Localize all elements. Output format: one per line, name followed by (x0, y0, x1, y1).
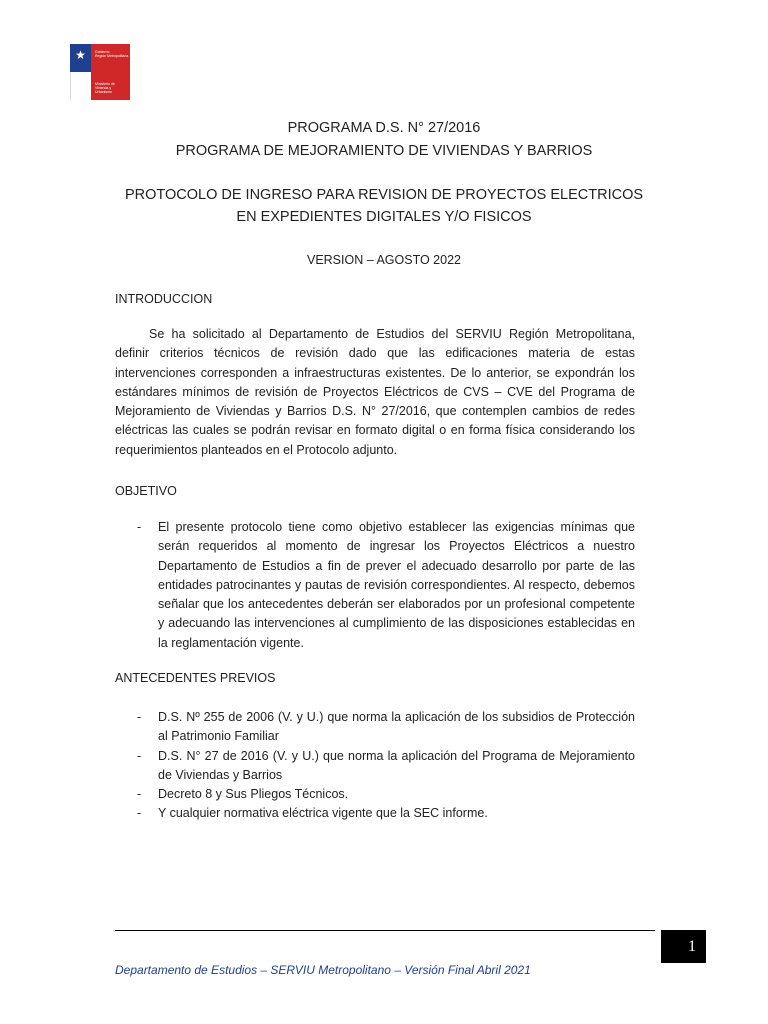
intro-heading: INTRODUCCION (115, 292, 213, 306)
page-number: 1 (661, 930, 706, 963)
protocol-subtitle: EN EXPEDIENTES DIGITALES Y/O FISICOS (236, 209, 532, 225)
list-item (115, 708, 635, 747)
dash-bullet: - (137, 787, 142, 802)
footer-text: Departamento de Estudios – SERVIU Metropolitano – Versión Final Abril 2021 (115, 963, 531, 977)
list-item-text: Y cualquier normativa eléctrica vigente que la SEC informe. (158, 806, 488, 821)
intro-text: Se ha solicitado al Departamento de Estudios del SERVIU Región Metropolitana, definir criterios técnicos de revisión dado que las edificaciones materia de estas intervenciones corresponden a infraestructuras existentes. De lo anterior, se expondrán los estándares mínimos de revisión de Proyectos Eléctricos de CVS – CVE del Programa de Mejoramiento de Viviendas y Barrios D.S. N° 27/2016, que contemplen cambios de redes eléctricas las cuales se podrán revisar en formato digital o en forma física considerando los requerimientos planteados en el Protocolo adjunto. (115, 327, 635, 457)
dash-bullet: - (137, 748, 142, 763)
list-item (115, 785, 635, 804)
government-logo (70, 44, 130, 100)
list-item-text: El presente protocolo tiene como objetivo establecer las exigencias mínimas que serán requeridos al momento de ingresar los Proyectos Eléctricos a nuestro Departamento de Estudios a fin de prever el adecuado desarrollo por parte de las entidades patrocinantes y pautas de revisión correspondientes. Al respecto, debemos señalar que los antecedentes deberán ser elaborados por un profesional competente y adecuando las intervenciones al cumplimiento de las disposiciones establecidas en la reglamentación vigente. (158, 520, 635, 650)
objetivo-list (115, 518, 635, 653)
list-item-text: Decreto 8 y Sus Pliegos Técnicos. (158, 787, 349, 802)
list-item (115, 804, 635, 823)
antecedentes-list (115, 708, 635, 824)
logo-text-gobierno: Gobierno Región Metropolitana (95, 50, 129, 58)
objetivo-heading: OBJETIVO (115, 484, 177, 498)
list-item-text: D.S. Nº 255 de 2006 (V. y U.) que norma la aplicación de los subsidios de Protección al Patrimonio Familiar (158, 710, 635, 744)
program-subtitle: PROGRAMA DE MEJORAMIENTO DE VIVIENDAS Y BARRIOS (175, 143, 593, 159)
list-item (115, 518, 635, 653)
logo-text-ministerio: Ministerio de Vivienda y Urbanismo (95, 82, 115, 94)
dash-bullet: - (137, 520, 142, 534)
intro-paragraph (115, 325, 635, 460)
list-item (115, 747, 635, 786)
program-title: PROGRAMA D.S. N° 27/2016 (287, 120, 481, 136)
star-icon: ★ (75, 48, 86, 62)
footer-divider (115, 930, 655, 931)
dash-bullet: - (137, 806, 142, 821)
version-label: VERSION – AGOSTO 2022 (306, 253, 461, 267)
protocol-title: PROTOCOLO DE INGRESO PARA REVISION DE PROYECTOS ELECTRICOS (124, 187, 644, 203)
list-item-text: D.S. N° 27 de 2016 (V. y U.) que norma la aplicación del Programa de Mejoramiento de Viviendas y Barrios (158, 748, 635, 782)
logo-white-block (70, 72, 92, 100)
antecedentes-heading: ANTECEDENTES PREVIOS (115, 671, 276, 685)
dash-bullet: - (137, 710, 142, 724)
